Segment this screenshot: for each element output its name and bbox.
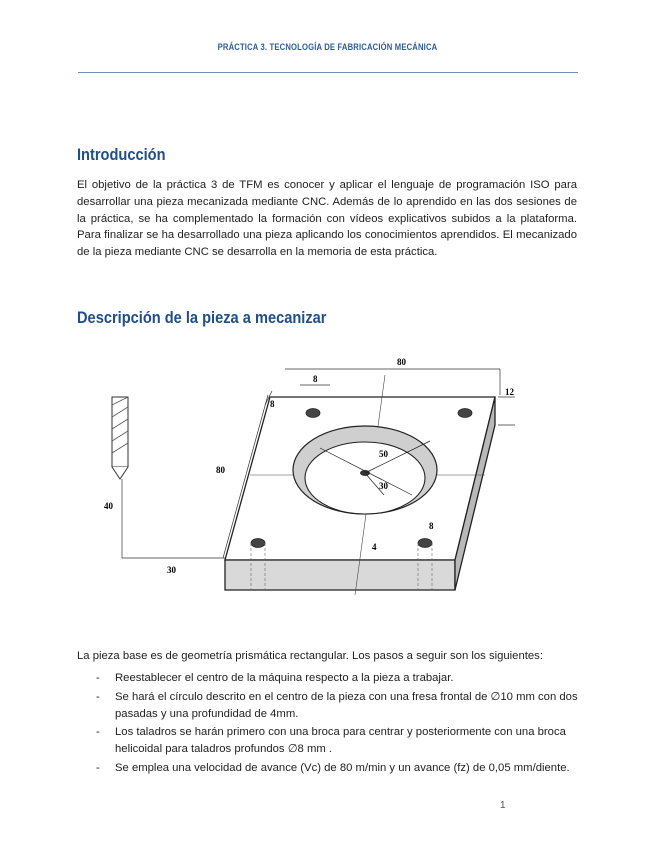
dim-inner-diameter: 30 — [379, 481, 388, 491]
dim-hole-offset-x: 8 — [313, 374, 318, 384]
circular-pocket — [293, 426, 437, 514]
base-paragraph: La pieza base es de geometría prismática rectangular. Los pasos a seguir son los siguientes: — [77, 650, 543, 662]
list-item: - Se emplea una velocidad de avance (Vc) de 80 m/min y un avance (fz) de 0,05 mm/diente. — [96, 760, 586, 777]
page-header: PRÁCTICA 3. TECNOLOGÍA DE FABRICACIÓN MECÁNICA — [217, 42, 438, 52]
dim-tool-offset: 30 — [167, 565, 176, 575]
list-item: - Los taladros se harán primero con una broca para centrar y posteriormente con una broca helicoidal para taladros profundos ∅8 mm . — [96, 726, 566, 756]
list-item: - Reestablecer el centro de la máquina respecto a la pieza a trabajar. — [96, 670, 586, 687]
drill-tool — [112, 397, 128, 479]
dim-hole-diameter: 8 — [429, 521, 434, 531]
dim-hole-offset-y: 8 — [270, 399, 275, 409]
block-front-face — [225, 560, 455, 590]
part-drawing — [100, 345, 530, 595]
header-rule — [78, 72, 578, 73]
bullet-dash: - — [96, 726, 100, 739]
bullet-dash: - — [96, 672, 100, 684]
dim-depth: 80 — [216, 465, 225, 475]
intro-paragraph: El objetivo de la práctica 3 de TFM es conocer y aplicar el lenguaje de programación ISO para desarrollar una pieza mecanizada mediante CNC. Además de lo aprendido en las dos sesiones de la práctica, se ha complementado la formación con vídeos explicativos subidos a la plataforma. Para finalizar se ha desarrollado una pieza aplicando los conocimientos aprendidos. El mecanizado de la pieza mediante CNC se desarrolla en la memoria de esta práctica. — [77, 179, 577, 259]
bullet-dash: - — [96, 761, 100, 774]
description-heading: Descripción de la pieza a mecanizar — [77, 308, 327, 327]
dim-pocket-depth: 4 — [372, 542, 377, 552]
dim-width: 80 — [397, 357, 406, 367]
dim-outer-diameter: 50 — [379, 449, 388, 459]
dim-tool-height: 40 — [104, 501, 113, 511]
page-number: 1 — [500, 800, 506, 811]
list-item: - Se hará el círculo descrito en el centro de la pieza con una fresa frontal de ∅10 mm con dos pasadas y una profundidad de 4mm. — [96, 690, 578, 720]
intro-heading: Introducción — [77, 145, 166, 164]
bullet-dash: - — [96, 690, 100, 703]
dim-thickness: 12 — [505, 387, 514, 397]
steps-list — [96, 670, 586, 779]
